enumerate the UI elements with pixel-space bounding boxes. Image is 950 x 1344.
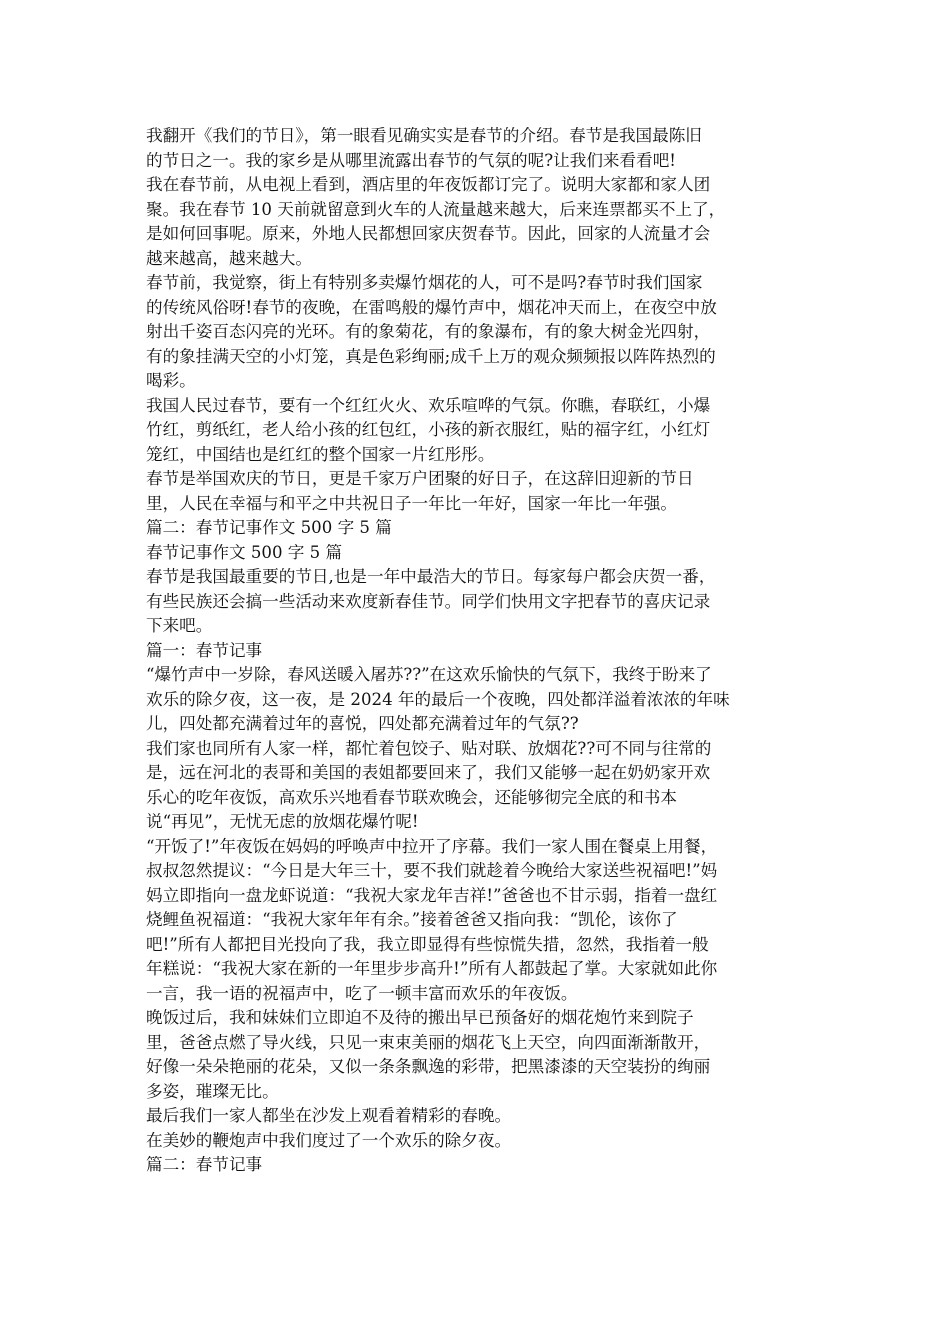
text-line: 里，爸爸点燃了导火线，只见一束束美丽的烟花飞上天空，向四面渐渐散开，: [146, 1032, 711, 1052]
text-line: 多姿，璀璨无比。: [146, 1081, 279, 1101]
text-line: 有的象挂满天空的小灯笼，真是色彩绚丽;成千上万的观众频频报以阵阵热烈的: [146, 346, 716, 366]
text-line: 欢乐的除夕夜，这一夜，是 2024 年的最后一个夜晚，四处都洋溢着浓浓的年味: [146, 689, 730, 709]
text-line: 最后我们一家人都坐在沙发上观看着精彩的春晚。: [146, 1106, 512, 1125]
text-line: 在美妙的鞭炮声中我们度过了一个欢乐的除夕夜。: [146, 1130, 512, 1150]
text-line: 越来越高，越来越大。: [146, 248, 312, 268]
document-body: [146, 124, 810, 1178]
text-line: 我们家也同所有人家一样，都忙着包饺子、贴对联、放烟花??可不同与往常的: [146, 738, 712, 758]
text-line: 我翻开《我们的节日》，第一眼看见确实实是春节的介绍。春节是我国最陈旧: [146, 126, 702, 145]
text-line: 下来吧。: [146, 616, 213, 635]
text-line: “开饭了!”年夜饭在妈妈的呼唤声中拉开了序幕。我们一家人围在餐桌上用餐，: [146, 836, 718, 856]
text-line: 一言，我一语的祝福声中，吃了一顿丰富而欢乐的年夜饭。: [146, 983, 578, 1003]
text-line: 有些民族还会搞一些活动来欢度新春佳节。同学们快用文字把春节的喜庆记录: [146, 591, 711, 611]
text-line: 春节是举国欢庆的节日，更是千家万户团聚的好日子，在这辞旧迎新的节日: [146, 469, 694, 488]
text-line: 晚饭过后，我和妹妹们立即迫不及待的搬出早已预备好的烟花炮竹来到院子: [146, 1008, 694, 1027]
section-heading: 篇一：春节记事: [146, 640, 263, 660]
text-line: 烧鲤鱼祝福道：“我祝大家年年有余。”接着爸爸又指向我：“凯伦，该你了: [146, 910, 678, 929]
text-line: 乐心的吃年夜饭，高欢乐兴地看春节联欢晚会，还能够彻完全底的和书本: [146, 787, 677, 807]
text-line: 里，人民在幸福与和平之中共祝日子一年比一年好，国家一年比一年强。: [146, 493, 677, 513]
text-line: 我国人民过春节，要有一个红红火火、欢乐喧哗的气氛。你瞧，春联红，小爆: [146, 395, 711, 415]
text-line: 喝彩。: [146, 371, 196, 390]
text-line: 春节是我国最重要的节日,也是一年中最浩大的节日。每家每户都会庆贺一番，: [146, 567, 716, 586]
text-line: 笼红，中国结也是红红的整个国家一片红彤彤。: [146, 444, 495, 464]
text-line: 儿，四处都充满着过年的喜悦，四处都充满着过年的气氛??: [146, 714, 579, 733]
section-heading: 篇二：春节记事: [146, 1155, 263, 1174]
text-line: 是，远在河北的表哥和美国的表姐都要回来了，我们又能够一起在奶奶家开欢: [146, 763, 711, 782]
text-line: 说“再见”，无忧无虑的放烟花爆竹呢!: [146, 812, 419, 831]
text-line: 的传统风俗呀!春节的夜晚，在雷鸣般的爆竹声中，烟花冲天而上，在夜空中放: [146, 297, 717, 317]
text-line: 射出千姿百态闪亮的光环。有的象菊花，有的象瀑布，有的象大树金光四射，: [146, 322, 711, 341]
section-heading: 篇二：春节记事作文 500 字 5 篇: [146, 518, 392, 537]
text-line: 叔叔忽然提议：“今日是大年三十，要不我们就趁着今晚给大家送些祝福吧!”妈: [146, 861, 718, 880]
text-line: 竹红，剪纸红，老人给小孩的红包红，小孩的新衣服红，贴的福字红，小红灯: [146, 420, 711, 439]
article-title: 春节记事作文 500 字 5 篇: [146, 542, 343, 562]
text-line: 吧!”所有人都把目光投向了我，我立即显得有些惊慌失措，忽然，我指着一般: [146, 934, 709, 954]
text-line: 年糕说：“我祝大家在新的一年里步步高升!”所有人都鼓起了掌。大家就如此你: [146, 959, 718, 978]
text-line: 是如何回事呢。原来，外地人民都想回家庆贺春节。因此，回家的人流量才会: [146, 224, 711, 243]
text-line: 好像一朵朵艳丽的花朵，又似一条条飘逸的彩带，把黑漆漆的天空装扮的绚丽: [146, 1057, 711, 1076]
text-line: 聚。我在春节 10 天前就留意到火车的人流量越来越大，后来连票都买不上了，: [146, 199, 726, 219]
text-line: 妈立即指向一盘龙虾说道：“我祝大家龙年吉祥!”爸爸也不甘示弱，指着一盘红: [146, 885, 718, 905]
text-line: 春节前，我觉察，街上有特别多卖爆竹烟花的人，可不是吗?春节时我们国家: [146, 273, 703, 292]
text-line: 的节日之一。我的家乡是从哪里流露出春节的气氛的呢?让我们来看看吧!: [146, 150, 676, 170]
text-line: 我在春节前，从电视上看到，酒店里的年夜饭都订完了。说明大家都和家人团: [146, 175, 711, 194]
text-line: “爆竹声中一岁除，春风送暖入屠苏??”在这欢乐愉快的气氛下，我终于盼来了: [146, 665, 712, 684]
